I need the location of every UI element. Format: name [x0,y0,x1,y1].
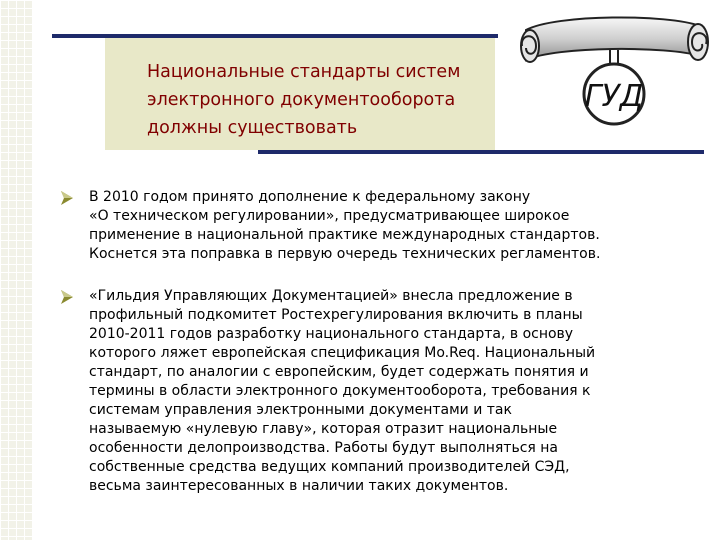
slide-title: Национальные стандарты систем электронного документооборота должны существовать [147,62,461,138]
bullet-text: «Гильдия Управляющих Документацией» внесла предложение в профильный подкомитет Ростехрегулирования включить в планы 2010-2011 годов разработку национального стандарта, в основу которого ляжет европейская спецификация Mo.Req. Национальный стандарт, по аналогии с европейским, будет содержать понятия и термины в области электронного документооборота, требования к системам управления электронными документами и так называемую «нулевую главу», которая отразит национальные особенности делопроизводства. Работы будут выполняться на собственные средства ведущих компаний производителей СЭД, весьма заинтересованных в наличии таких документов. [89,288,596,494]
title-rule-bottom [258,150,704,154]
bullet-arrow-icon [60,289,74,305]
bullet-arrow-icon [60,190,74,206]
title-rule-top [52,34,498,38]
bullet-text: В 2010 годом принято дополнение к федеральному закону «О техническом регулировании», предусматривающее широкое применение в национальной практике международных стандартов. Коснется эта поправка в первую очередь технических регламентов. [89,189,601,262]
decorative-side-strip [0,0,32,540]
logo-text: ГУД [584,79,644,114]
scroll-logo-icon [518,8,714,140]
